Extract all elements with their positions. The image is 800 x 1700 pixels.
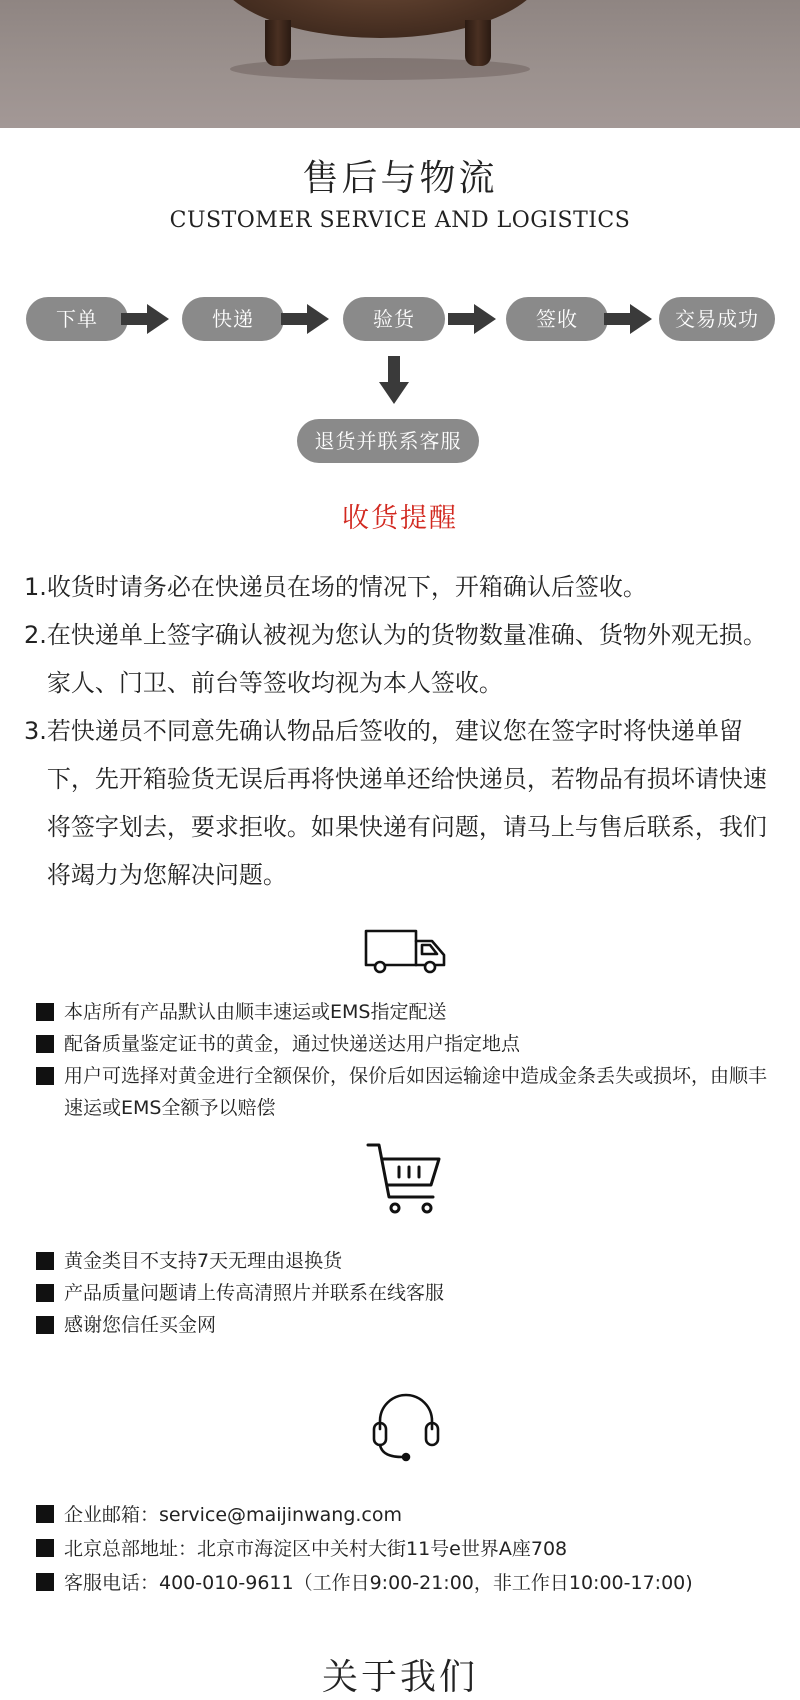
truck-icon	[362, 927, 448, 975]
reminder-item	[24, 707, 784, 899]
contact-address: 北京总部地址：北京市海淀区中关村大街11号e世界A座708	[64, 1538, 568, 1560]
bullet-square	[36, 1505, 54, 1523]
list-item	[36, 1498, 776, 1532]
arrow-down-icon	[379, 356, 409, 404]
list-item: 黄金类目不支持7天无理由退换货	[36, 1245, 776, 1277]
bullet-square	[36, 1067, 54, 1085]
about-title: 关于我们	[321, 1657, 478, 1698]
reminder-item	[24, 611, 784, 707]
arrow-right-icon	[448, 304, 496, 334]
reminder-item-text: 在快递单上签字确认被视为您认为的货物数量准确、货物外观无损。家人、门卫、前台等签收均视为本人签收。	[46, 621, 767, 697]
list-item: 用户可选择对黄金进行全额保价，保价后如因运输途中造成金条丢失或损坏，由顺丰速运或EMS全额予以赔偿	[36, 1060, 776, 1124]
reminder-title: 收货提醒	[342, 503, 458, 534]
list-item: 感谢您信任买金网	[36, 1309, 776, 1341]
reminder-item-number: 2.	[24, 621, 47, 649]
arrow-right-icon	[281, 304, 329, 334]
section-subtitle: CUSTOMER SERVICE AND LOGISTICS	[169, 208, 631, 233]
bullet-square	[36, 1284, 54, 1302]
contact-email: 企业邮箱：service@maijinwang.com	[64, 1504, 402, 1526]
contact-phone: 客服电话：400-010-9611（工作日9:00-21:00，非工作日10:00-17:00)	[64, 1572, 693, 1594]
list-item	[36, 1532, 776, 1566]
reminder-item-number: 3.	[24, 717, 47, 745]
list-item: 配备质量鉴定证书的黄金，通过快递送达用户指定地点	[36, 1028, 776, 1060]
bullet-square	[36, 1003, 54, 1021]
product-photo-strip	[0, 0, 800, 128]
bullet-square	[36, 1539, 54, 1557]
bullet-square	[36, 1316, 54, 1334]
bullet-square	[36, 1573, 54, 1591]
list-item: 产品质量问题请上传高清照片并联系在线客服	[36, 1277, 776, 1309]
flow-step-inspect: 验货	[343, 297, 445, 341]
arrow-right-icon	[121, 304, 169, 334]
bowl-foot-right	[465, 20, 491, 66]
shopping-cart-icon	[365, 1141, 445, 1217]
bullet-square	[36, 1035, 54, 1053]
contact-list	[36, 1498, 776, 1600]
flow-step-return: 退货并联系客服	[297, 419, 479, 463]
flow-step-sign: 签收	[506, 297, 608, 341]
bullet-square	[36, 1252, 54, 1270]
bowl-foot-left	[265, 20, 291, 66]
reminder-list	[24, 563, 784, 899]
shipping-list	[36, 996, 776, 1124]
flow-step-order: 下单	[26, 297, 128, 341]
flow-step-success: 交易成功	[659, 297, 775, 341]
flow-step-delivery: 快递	[182, 297, 284, 341]
list-item: 本店所有产品默认由顺丰速运或EMS指定配送	[36, 996, 776, 1028]
reminder-item-number: 1.	[24, 573, 47, 601]
reminder-item	[24, 563, 784, 611]
reminder-item-text: 收货时请务必在快递员在场的情况下，开箱确认后签收。	[46, 573, 647, 601]
headset-icon	[370, 1387, 442, 1463]
arrow-right-icon	[604, 304, 652, 334]
reminder-item-text: 若快递员不同意先确认物品后签收的，建议您在签字时将快递单留下，先开箱验货无误后再将快递单还给快递员，若物品有损坏请快速将签字划去，要求拒收。如果快递有问题，请马上与售后联系，我们将竭力为您解决问题。	[46, 717, 767, 889]
returns-list	[36, 1245, 776, 1341]
list-item	[36, 1566, 776, 1600]
section-title: 售后与物流	[302, 158, 498, 199]
